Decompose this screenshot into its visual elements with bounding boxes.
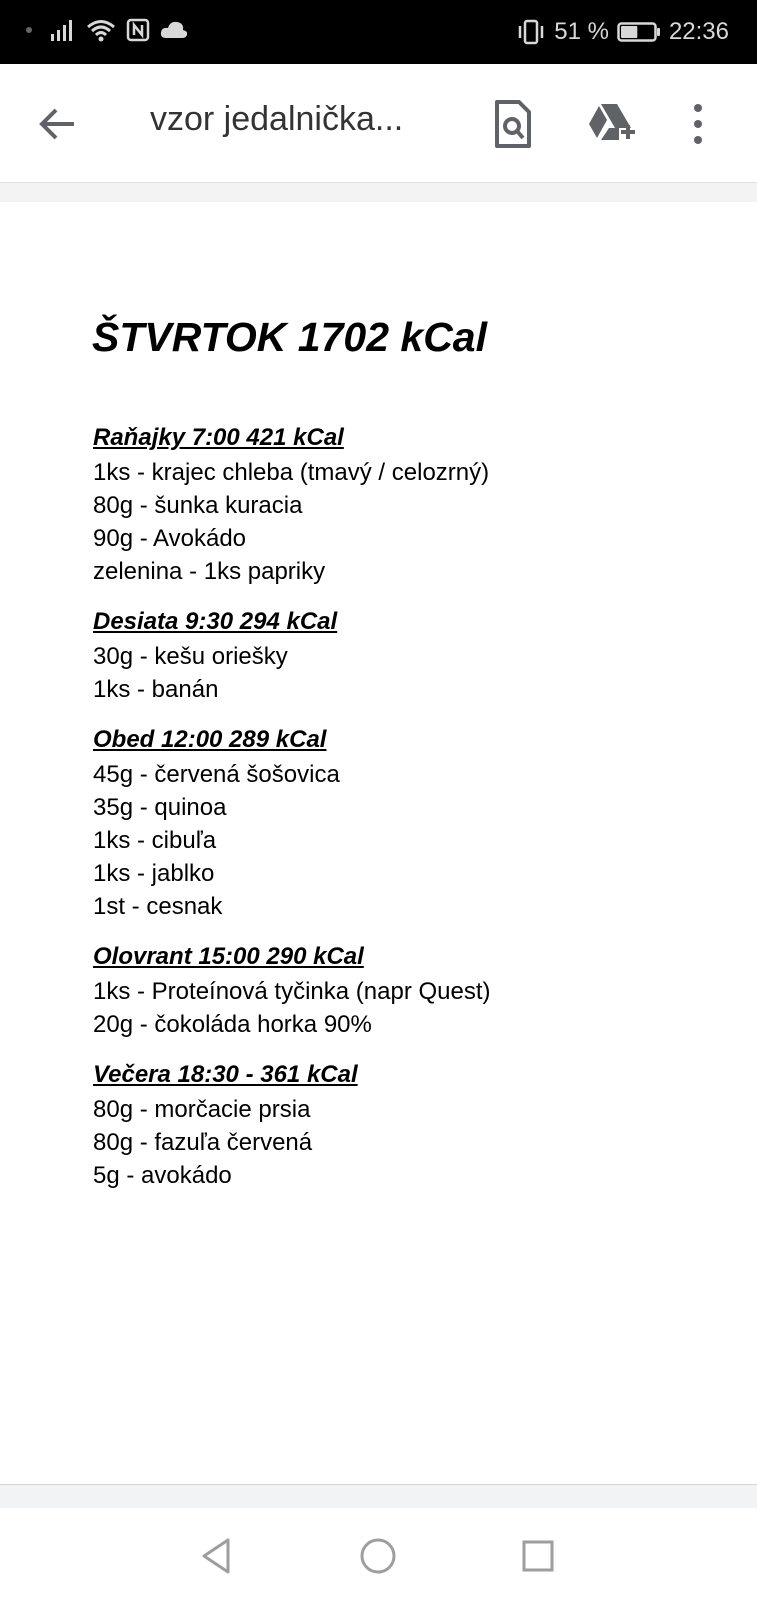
- page-title: ŠTVRTOK 1702 kCal: [92, 314, 488, 360]
- meal-item: 90g - Avokádo: [93, 525, 247, 552]
- meal-section: [93, 606, 713, 706]
- cloud-icon: [160, 20, 188, 40]
- more-vert-icon: [670, 96, 726, 152]
- meal-heading: Večera 18:30 - 361 kCal: [93, 1061, 358, 1088]
- meal-item: 80g - fazuľa červená: [93, 1129, 313, 1156]
- meal-item: 80g - šunka kuracia: [93, 492, 303, 519]
- back-triangle-icon: [196, 1534, 240, 1578]
- meal-item: 1ks - jablko: [93, 860, 215, 887]
- meal-item: 30g - kešu oriešky: [93, 643, 288, 670]
- document-page[interactable]: [0, 202, 757, 1485]
- meal-item: 45g - červená šošovica: [93, 761, 340, 788]
- vibrate-icon: [516, 19, 546, 45]
- meal-item: 80g - morčacie prsia: [93, 1096, 311, 1123]
- meal-item: 5g - avokádo: [93, 1162, 232, 1189]
- navigation-bar: [0, 1508, 757, 1600]
- more-options-button[interactable]: [670, 96, 726, 152]
- home-circle-icon: [356, 1534, 400, 1578]
- battery-icon: [617, 21, 661, 43]
- meal-item: 35g - quinoa: [93, 794, 227, 821]
- meal-item: zelenina - 1ks papriky: [93, 558, 326, 585]
- arrow-left-icon: [30, 96, 86, 152]
- meal-item: 1ks - krajec chleba (tmavý / celozrný): [93, 459, 490, 486]
- meal-heading: Desiata 9:30 294 kCal: [93, 608, 338, 635]
- meal-section: [93, 941, 713, 1041]
- meal-item: 1st - cesnak: [93, 893, 223, 920]
- meal-item: 1ks - banán: [93, 676, 219, 703]
- status-bar-left: [26, 18, 188, 42]
- meal-heading: Olovrant 15:00 290 kCal: [93, 943, 364, 970]
- clock: 22:36: [668, 18, 729, 45]
- nfc-icon: [126, 18, 150, 42]
- back-button[interactable]: [30, 96, 86, 152]
- find-in-document-icon: [485, 96, 541, 152]
- recents-square-icon: [516, 1534, 560, 1578]
- nav-recents-button[interactable]: [516, 1534, 560, 1578]
- meal-section: [93, 422, 713, 588]
- meal-section: [93, 724, 713, 923]
- battery-percent: 51 %: [554, 18, 609, 45]
- meal-heading: Raňajky 7:00 421 kCal: [93, 424, 344, 451]
- meal-item: 1ks - Proteínová tyčinka (napr Quest): [93, 978, 491, 1005]
- meal-list: [93, 422, 713, 1210]
- add-to-drive-icon: [583, 96, 639, 152]
- wifi-icon: [86, 18, 116, 42]
- nav-home-button[interactable]: [356, 1534, 400, 1578]
- signal-icon: [50, 18, 76, 42]
- document-name: vzor jedalnička...: [150, 100, 404, 138]
- status-bar: [0, 0, 757, 64]
- app-bar: [0, 64, 757, 183]
- status-bar-right: [516, 18, 729, 46]
- meal-item: 20g - čokoláda horka 90%: [93, 1011, 372, 1038]
- notification-dot: [26, 27, 32, 33]
- meal-section: [93, 1059, 713, 1192]
- meal-heading: Obed 12:00 289 kCal: [93, 726, 327, 753]
- add-to-drive-button[interactable]: [583, 96, 639, 152]
- meal-item: 1ks - cibuľa: [93, 827, 217, 854]
- find-in-document-button[interactable]: [485, 96, 541, 152]
- nav-back-button[interactable]: [196, 1534, 240, 1578]
